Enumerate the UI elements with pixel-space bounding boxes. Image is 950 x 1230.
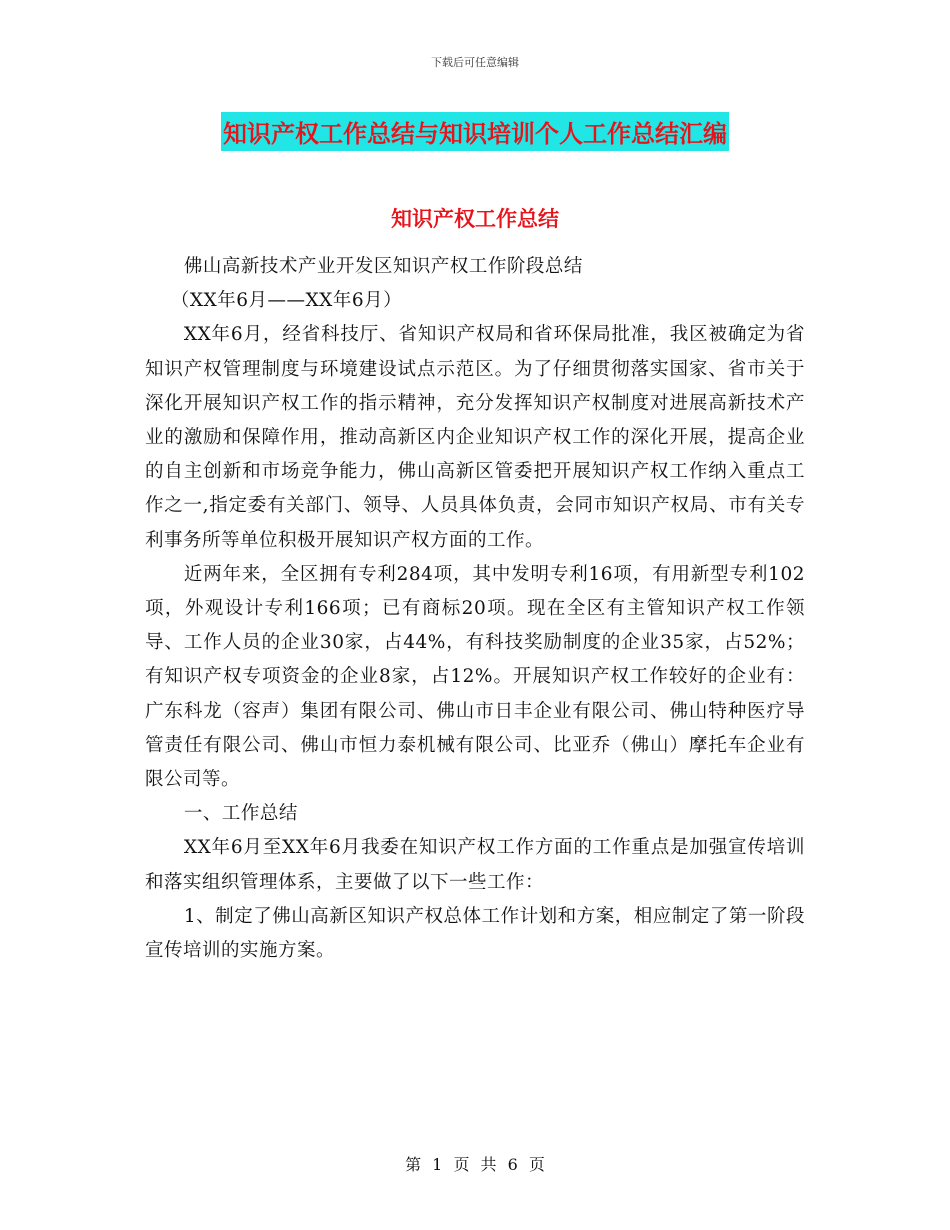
document-title: 知识产权工作总结与知识培训个人工作总结汇编 xyxy=(221,112,729,151)
paragraph: XX年6月至XX年6月我委在知识产权工作方面的工作重点是加强宣传培训和落实组织管理体系，主要做了以下一些工作： xyxy=(145,837,805,893)
header-note: 下载后可任意编辑 xyxy=(431,56,519,69)
document-title-wrapper xyxy=(0,112,950,151)
paragraph: 1、制定了佛山高新区知识产权总体工作计划和方案，相应制定了第一阶段宣传培训的实施方案。 xyxy=(145,905,805,962)
paragraph-heading: 一、工作总结 xyxy=(183,803,298,825)
paragraph-period: （XX年6月——XX年6月） xyxy=(170,290,403,312)
paragraph: 近两年来，全区拥有专利284项，其中发明专利16项，有用新型专利102项，外观设计专利166项；已有商标20项。现在全区有主管知识产权工作领导、工作人员的企业30家，占44%，有科技奖励制度的企业35家，占52%；有知识产权专项资金的企业8家，占12%。开展知识产权工作较好的企业有：广东科龙（容声）集团有限公司、佛山市日丰企业有限公司、佛山特种医疗导管责任有限公司、佛山市恒力泰机械有限公司、比亚乔（佛山）摩托车企业有限公司等。 xyxy=(145,563,805,791)
paragraph-subtitle: 佛山高新技术产业开发区知识产权工作阶段总结 xyxy=(183,256,583,277)
paragraph: XX年6月，经省科技厅、省知识产权局和省环保局批准，我区被确定为省知识产权管理制度与环境建设试点示范区。为了仔细贯彻落实国家、省市关于深化开展知识产权工作的指示精神，充分发挥知识产权制度对进展高新技术产业的激励和保障作用，推动高新区内企业知识产权工作的深化开展，提高企业的自主创新和市场竞争能力，佛山高新区管委把开展知识产权工作纳入重点工作之一,指定委有关部门、领导、人员具体负责，会同市知识产权局、市有关专利事务所等单位积极开展知识产权方面的工作。 xyxy=(145,324,805,551)
section-title: 知识产权工作总结 xyxy=(391,207,559,231)
document-body xyxy=(145,250,805,968)
page-number: 第 1 页 共 6 页 xyxy=(405,1155,545,1174)
